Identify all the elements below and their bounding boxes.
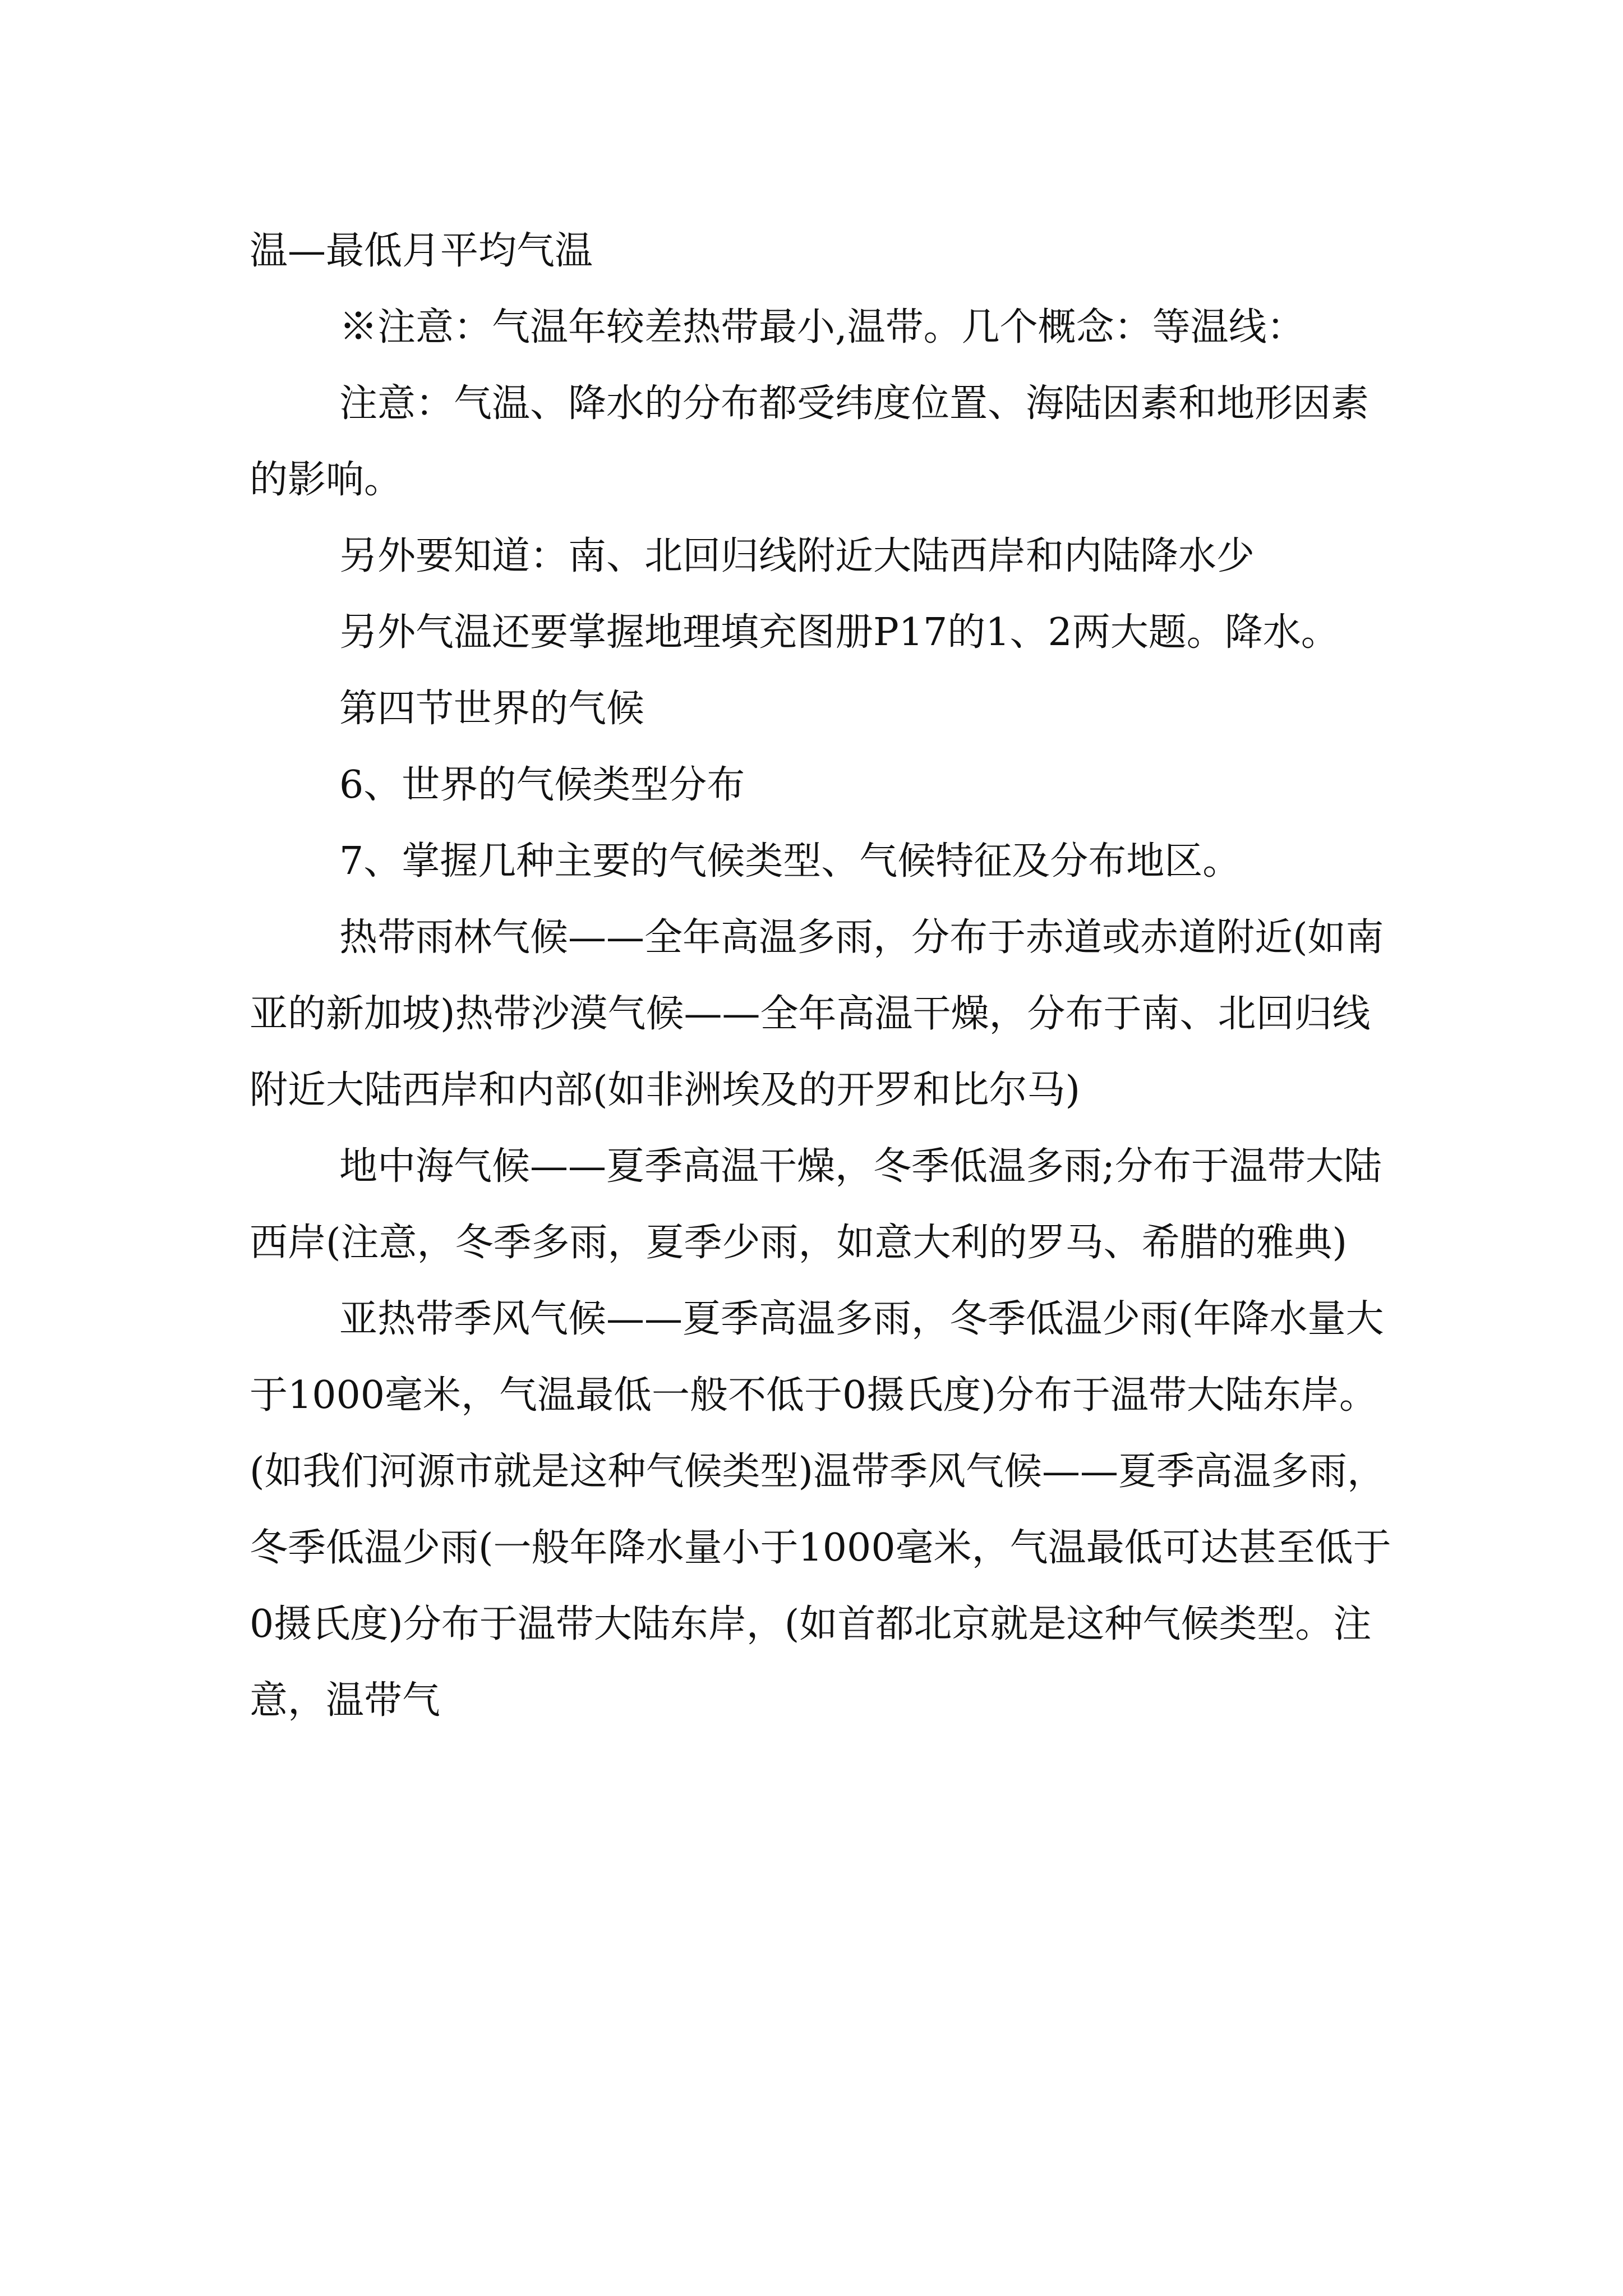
list-item-7: 7、掌握几种主要的气候类型、气候特征及分布地区。 [339,839,1241,884]
paragraph-tropic-west-coast: 另外要知道：南、北回归线附近大陆西岸和内陆降水少 [339,534,1255,578]
paragraph-monsoon-climates: 亚热带季风气候——夏季高温多雨，冬季低温少雨(年降水量大于1000毫米，气温最低一般不低于0摄氏度)分布于温带大陆东岸。(如我们河源市就是这种气候类型)温带季风气候——夏季高温多雨，冬季低温少雨(一般年降水量小于1000毫米，气温最低可达甚至低于0摄氏度)分布于温带大陆东岸，(如首都北京就是这种气候类型。注意，温带气 [250,1297,1391,1723]
paragraph-continuation: 温—最低月平均气温 [250,229,593,273]
paragraph-note-temperature-range: ※注意：气温年较差热带最小,温带。几个概念：等温线： [339,305,1305,349]
paragraph-tropical-climates: 热带雨林气候——全年高温多雨，分布于赤道或赤道附近(如南亚的新加坡)热带沙漠气候——全年高温干燥，分布于南、北回归线附近大陆西岸和内部(如非洲埃及的开罗和比尔马) [250,915,1384,1112]
document-body [250,213,1394,1739]
paragraph-atlas-reference: 另外气温还要掌握地理填充图册P17的1、2两大题。降水。 [339,610,1339,655]
paragraph-note-distribution-factors: 注意：气温、降水的分布都受纬度位置、海陆因素和地形因素的影响。 [250,381,1370,502]
section-heading: 第四节世界的气候 [339,687,645,731]
list-item-6: 6、世界的气候类型分布 [339,763,745,807]
paragraph-mediterranean-climate: 地中海气候——夏季高温干燥，冬季低温多雨;分布于温带大陆西岸(注意，冬季多雨，夏季少雨，如意大利的罗马、希腊的雅典) [250,1144,1382,1265]
